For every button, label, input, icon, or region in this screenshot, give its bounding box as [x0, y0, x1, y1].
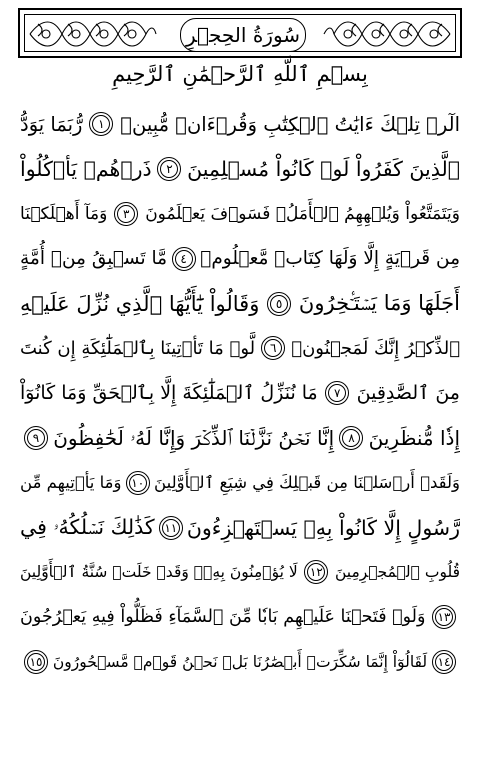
ayah-number-marker: ٩: [24, 426, 48, 450]
verse-text: إِنَّا نَحۡنُ نَزَّلۡنَا ٱلذِّكۡرَ وَإِنَّا لَهُۥ لَحَٰفِظُونَ: [53, 425, 335, 450]
verse-text: وَيَتَمَتَّعُواْ وَيُلۡهِهِمُ ٱلۡأَمَلُۖ فَسَوۡفَ يَعۡلَمُونَ: [145, 203, 460, 224]
verse-line: [20, 102, 460, 147]
ayah-number-marker: ٨: [339, 426, 363, 450]
verse-line: [20, 371, 460, 416]
verse-line: [20, 236, 460, 281]
ayah-number-marker: ١٤: [432, 650, 456, 674]
verse-line: [20, 192, 460, 237]
ayah-number-marker: ١: [89, 112, 113, 136]
verse-line: [20, 640, 460, 685]
verse-text: لَا يُؤۡمِنُونَ بِهِۦۖ وَقَدۡ خَلَتۡ سُنَّةُ ٱلۡأَوَّلِينَ: [20, 563, 298, 582]
surah-title: سُورَةُ الحِجۡرِ: [185, 23, 301, 47]
verse-text: رُّبَمَا يَوَدُّ: [20, 112, 83, 136]
verse-text: لَقَالُوٓاْ إِنَّمَا سُكِّرَتۡ أَبۡصَٰرُنَا بَلۡ نَحۡنُ قَوۡمٞ مَّسۡحُورُونَ: [52, 652, 428, 671]
ayah-number-marker: ٥: [267, 292, 291, 316]
verse-text: ٱلَّذِينَ كَفَرُواْ لَوۡ كَانُواْ مُسۡلِمِينَ: [187, 157, 460, 182]
ayah-number-marker: ١٢: [304, 560, 328, 584]
verse-text: إِذٗا مُّنظَرِينَ: [368, 425, 460, 450]
verse-text: رَّسُولٍ إِلَّا كَانُواْ بِهِۦ يَسۡتَهۡزِءُونَ: [186, 515, 460, 540]
ayah-number-marker: ٤: [172, 247, 196, 271]
ayah-number-marker: ٢: [157, 157, 181, 181]
ayah-number-marker: ١٣: [432, 605, 456, 629]
ayah-number-marker: ٧: [325, 381, 349, 405]
verse-line: [20, 460, 460, 505]
verse-text: ٱلذِّكۡرُ إِنَّكَ لَمَجۡنُونٞ: [291, 337, 460, 359]
verse-text: مَا نُنَزِّلُ ٱلۡمَلَٰٓئِكَةَ إِلَّا بِٱلۡحَقِّ وَمَا كَانُوٓاْ: [20, 382, 318, 405]
verse-line: [20, 281, 460, 326]
ayah-number-marker: ٣: [114, 202, 138, 226]
ayah-number-marker: ١٥: [24, 650, 48, 674]
verse-text: لَّوۡ مَا تَأۡتِينَا بِٱلۡمَلَٰٓئِكَةِ إِن كُنتَ: [20, 337, 256, 359]
verse-line: [20, 416, 460, 461]
surah-header-frame: [18, 8, 462, 58]
verse-text: وَلَوۡ فَتَحۡنَا عَلَيۡهِم بَابٗا مِّنَ ٱلسَّمَآءِ فَظَلُّواْ فِيهِ يَعۡرُجُونَ: [20, 607, 426, 628]
verse-line: [20, 505, 460, 550]
basmala: بِسۡمِ ٱللَّهِ ٱلرَّحۡمَٰنِ ٱلرَّحِيمِ: [112, 62, 368, 86]
verse-line: [20, 595, 460, 640]
verse-lines: [20, 102, 460, 684]
verse-text: قُلُوبِ ٱلۡمُجۡرِمِينَ: [335, 563, 460, 582]
surah-name-cartouche: [180, 18, 306, 52]
verse-text: وَلَقَدۡ أَرۡسَلۡنَا مِن قَبۡلِكَ فِي شِيَعِ ٱلۡأَوَّلِينَ: [154, 473, 460, 493]
verse-line: [20, 550, 460, 595]
arabesque-ornament-left: [28, 16, 158, 52]
verse-text: وَمَآ أَهۡلَكۡنَا: [20, 203, 108, 224]
verse-text: وَقَالُواْ يَٰٓأَيُّهَا ٱلَّذِي نُزِّلَ عَلَيۡهِ: [20, 291, 260, 316]
verse-text: مِن قَرۡيَةٍ إِلَّا وَلَهَا كِتَابٞ مَّعۡلُومٞ: [200, 248, 460, 270]
verse-text: الٓرۚ تِلۡكَ ءَايَٰتُ ٱلۡكِتَٰبِ وَقُرۡءَانٖ مُّبِينٖ: [120, 112, 460, 136]
ayah-number-marker: ٦: [261, 336, 285, 360]
verse-line: [20, 147, 460, 192]
verse-text: ذَرۡهُمۡ يَأۡكُلُواْ: [20, 157, 152, 182]
arabesque-ornament-right: [322, 16, 452, 52]
verse-text: وَمَا يَأۡتِيهِم مِّن: [20, 473, 122, 493]
ayah-number-marker: ١٠: [126, 471, 150, 495]
verse-line: [20, 326, 460, 371]
ayah-number-marker: ١١: [159, 516, 183, 540]
verse-text: أَجَلَهَا وَمَا يَسۡتَـٔۡخِرُونَ: [298, 291, 460, 316]
verse-text: مَّا تَسۡبِقُ مِنۡ أُمَّةٍ: [20, 248, 168, 270]
verse-text: كَذَٰلِكَ نَسۡلُكُهُۥ فِي: [20, 515, 155, 540]
verse-text: مِنَ ٱلصَّٰدِقِينَ: [356, 382, 460, 405]
